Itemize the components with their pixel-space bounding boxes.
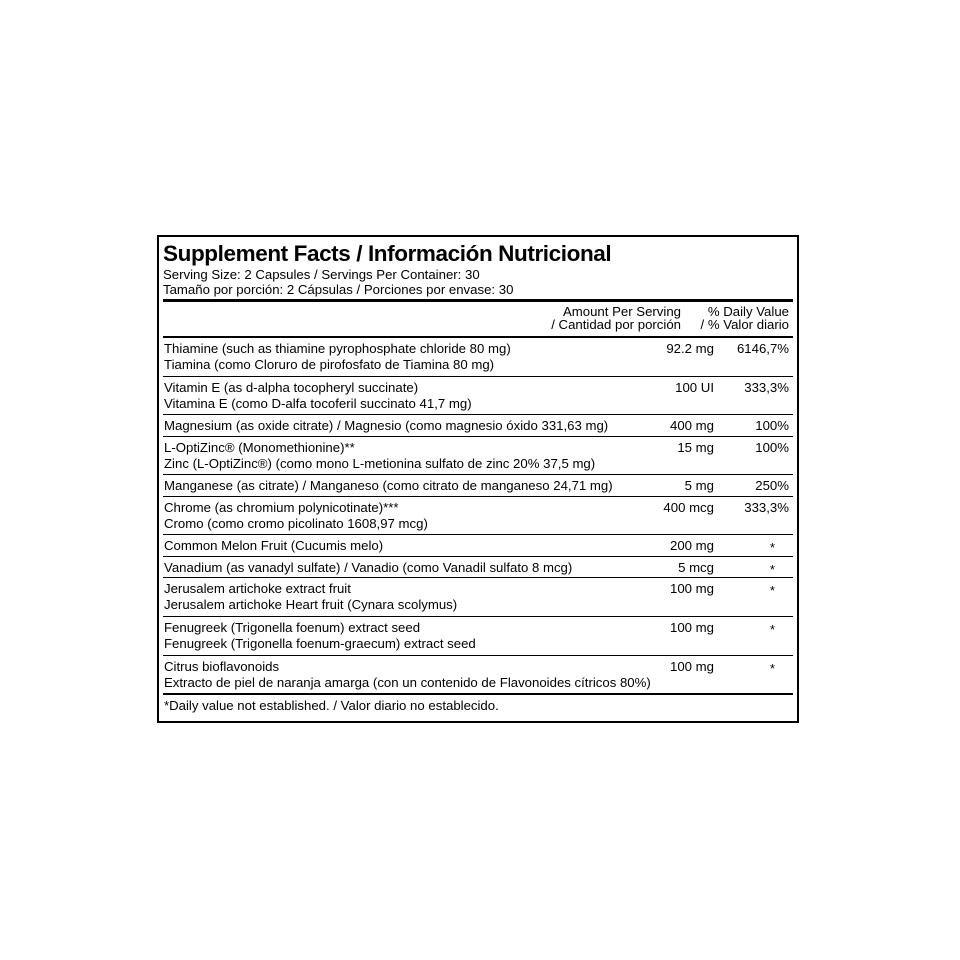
nutrient-daily-value: 6146,7% xyxy=(736,341,789,356)
nutrient-daily-value: 333,3% xyxy=(744,500,789,515)
nutrient-daily-value: 100% xyxy=(755,440,789,455)
nutrient-name-line1: Chrome (as chromium polynicotinate)*** xyxy=(164,500,399,515)
nutrient-name-line2: Vitamina E (como D-alfa tocoferil succinato 41,7 mg) xyxy=(164,395,472,411)
nutrient-name xyxy=(164,380,472,411)
nutrient-name-line2: Cromo (como cromo picolinato 1608,97 mcg) xyxy=(164,515,428,531)
nutrient-name-line2: Fenugreek (Trigonella foenum-graecum) extract seed xyxy=(164,635,476,651)
nutrient-name xyxy=(164,581,457,612)
nutrient-row xyxy=(163,437,793,475)
nutrient-name xyxy=(164,418,608,434)
nutrient-name-line2: Extracto de piel de naranja amarga (con un contenido de Flavonoides cítricos 80%) xyxy=(164,674,651,690)
nutrient-name-line1: L-OptiZinc® (Monomethionine)** xyxy=(164,440,355,455)
nutrient-row xyxy=(163,497,793,535)
amount-header xyxy=(551,305,681,331)
nutrient-amount: 400 mg xyxy=(670,418,714,433)
nutrient-name xyxy=(164,341,511,372)
nutrient-amount: 100 mg xyxy=(670,659,714,674)
nutrient-name-line2: Jerusalem artichoke Heart fruit (Cynara scolymus) xyxy=(164,596,458,612)
nutrient-amount: 5 mg xyxy=(684,478,714,493)
nutrient-name-line1: Citrus bioflavonoids xyxy=(164,659,280,674)
nutrient-name xyxy=(164,538,383,554)
nutrient-daily-value: * xyxy=(769,583,775,598)
nutrient-row xyxy=(163,578,793,617)
nutrient-daily-value: 333,3% xyxy=(744,380,789,395)
nutrient-amount: 200 mg xyxy=(670,538,714,553)
nutrient-row xyxy=(163,557,793,578)
nutrient-name xyxy=(164,560,572,576)
column-header xyxy=(163,302,793,336)
nutrient-daily-value: * xyxy=(769,562,775,577)
supplement-facts-panel xyxy=(157,235,799,723)
serving-info-es: Tamaño por porción: 2 Cápsulas / Porciones por envase: 30 xyxy=(163,282,514,297)
serving-info-en: Serving Size: 2 Capsules / Servings Per Container: 30 xyxy=(163,267,480,282)
nutrient-amount: 100 mg xyxy=(670,620,714,635)
nutrient-name xyxy=(164,659,651,690)
nutrient-name-line2: Zinc (L-OptiZinc®) (como mono L-metionina sulfato de zinc 20% 37,5 mg) xyxy=(164,455,596,471)
daily-value-header xyxy=(701,305,789,331)
nutrient-name xyxy=(164,440,595,471)
nutrient-name-line1: Vitamin E (as d-alpha tocopheryl succinate) xyxy=(164,380,419,395)
amount-header-es: / Cantidad por porción xyxy=(551,317,681,332)
nutrient-name-line1: Vanadium (as vanadyl sulfate) / Vanadio (como Vanadil sulfato 8 mcg) xyxy=(164,560,573,575)
nutrient-row xyxy=(163,617,793,656)
amount-header-en: Amount Per Serving xyxy=(562,304,681,319)
nutrient-name-line1: Thiamine (such as thiamine pyrophosphate chloride 80 mg) xyxy=(164,341,511,356)
nutrient-name-line1: Fenugreek (Trigonella foenum) extract seed xyxy=(164,620,421,635)
nutrient-row xyxy=(163,377,793,415)
panel-title: Supplement Facts / Información Nutricional xyxy=(163,241,612,266)
nutrient-amount: 100 UI xyxy=(675,380,714,395)
nutrient-row xyxy=(163,338,793,377)
nutrient-amount: 15 mg xyxy=(677,440,714,455)
nutrient-name-line2: Tiamina (como Cloruro de pirofosfato de Tiamina 80 mg) xyxy=(164,356,495,372)
footnote: *Daily value not established. / Valor diario no establecido. xyxy=(164,698,499,713)
nutrient-daily-value: * xyxy=(769,661,775,676)
nutrient-daily-value: * xyxy=(769,622,775,637)
nutrient-row xyxy=(163,535,793,557)
nutrient-name xyxy=(164,478,613,494)
nutrient-daily-value: * xyxy=(769,540,775,555)
nutrient-name-line1: Common Melon Fruit (Cucumis melo) xyxy=(164,538,384,553)
nutrient-name xyxy=(164,500,428,531)
nutrient-row xyxy=(163,656,793,695)
nutrient-daily-value: 250% xyxy=(755,478,789,493)
daily-value-header-en: % Daily Value xyxy=(707,304,789,319)
nutrient-amount: 5 mcg xyxy=(678,560,714,575)
nutrient-amount: 100 mg xyxy=(670,581,714,596)
nutrient-row xyxy=(163,415,793,437)
nutrient-name-line1: Jerusalem artichoke extract fruit xyxy=(164,581,351,596)
nutrient-name-line1: Manganese (as citrate) / Manganeso (como citrato de manganeso 24,71 mg) xyxy=(164,478,613,493)
nutrient-amount: 400 mcg xyxy=(663,500,714,515)
nutrient-row xyxy=(163,475,793,497)
daily-value-header-es: / % Valor diario xyxy=(700,317,789,332)
nutrient-name-line1: Magnesium (as oxide citrate) / Magnesio (como magnesio óxido 331,63 mg) xyxy=(164,418,609,433)
nutrient-name xyxy=(164,620,476,651)
nutrient-amount: 92.2 mg xyxy=(666,341,714,356)
nutrient-daily-value: 100% xyxy=(755,418,789,433)
